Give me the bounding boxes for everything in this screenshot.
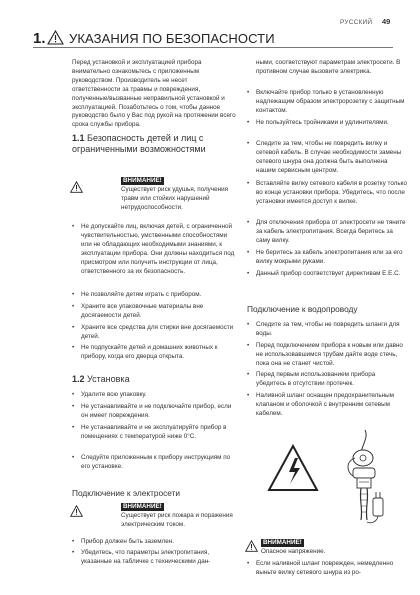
warning-icon bbox=[70, 505, 83, 517]
list-item: • Не беритесь за кабель электропитания или за его вилку мокрыми руками. bbox=[247, 249, 407, 267]
section-number: 1. bbox=[33, 30, 46, 47]
subsection-heading-water: Подключение к водопроводу bbox=[247, 304, 358, 314]
list-item: • Не подпускайте детей и домашних животных к прибору, когда его дверца открыта. bbox=[72, 344, 237, 362]
warning-label: ВНИМАНИЕ! bbox=[123, 177, 162, 184]
list-item: • Не позволяйте детям играть с прибором. bbox=[72, 291, 237, 300]
list-item: • Наливной шланг оснащен предохранительным клапаном и оболочкой с внутренним сетевым кабелем. bbox=[247, 392, 407, 419]
list-item: • Не допускайте лиц, включая детей, с ограниченной чувствительностью, умственными способностями или не обладающих необходимыми знаниями, к эксплуатации прибора. Они должны находиться под присмотром или получить инструкции от лица, ответственного за их безопасность. bbox=[72, 223, 237, 276]
list-item: • Храните все упаковочные материалы вне досягаемости детей. bbox=[72, 303, 237, 321]
inlet-hose-illustration bbox=[265, 428, 395, 528]
warning-icon bbox=[47, 30, 64, 45]
list-item: • Перед первым использованием прибора убедитесь в отсутствии протечек. bbox=[247, 371, 407, 389]
intro-paragraph: Перед установкой и эксплуатацией прибора внимательно ознакомьтесь с приложенным руководством. Производитель не несет ответственности за травмы и повреждения, полученные/вызванные неправильной установкой и эксплуатацией. Позаботьтесь о том, чтобы данное руководство было у Вас под рукой на протяжении всего срока службы прибора. bbox=[72, 59, 236, 129]
section-title: УКАЗАНИЯ ПО БЕЗОПАСНОСТИ bbox=[69, 31, 275, 46]
subsection-heading-children bbox=[72, 133, 237, 155]
subsection-heading-electrical: Подключение к электросети bbox=[72, 488, 181, 498]
list-item: • Вставляйте вилку сетевого кабеля в розетку только во конце установки прибора. Убедитесь, что после установки имеется доступ к вилке. bbox=[247, 180, 407, 207]
continued-paragraph: ными, соответствуют параметрам электросети. В противном случае вызовите электрика. bbox=[256, 59, 401, 75]
subsection-heading-installation bbox=[72, 374, 130, 385]
warning-icon bbox=[70, 181, 83, 193]
subsection-title: Безопасность детей и лиц с ограниченными возможностями bbox=[72, 133, 206, 154]
subsection-title: Установка bbox=[87, 374, 130, 384]
list-item: • Если наливной шланг поврежден, немедленно выньте вилку сетевого шнура из ро- bbox=[247, 560, 407, 578]
warning-icon bbox=[245, 540, 258, 552]
warning-label: ВНИМАНИЕ! bbox=[123, 503, 162, 510]
subsection-number: 1.2 bbox=[72, 374, 85, 384]
warning-label: ВНИМАНИЕ! bbox=[263, 539, 302, 546]
list-item: • Убедитесь, что параметры электропитания, указанные на табличке с техническими дан- bbox=[72, 549, 237, 567]
warning-text: Существует риск удушья, получения травм или стойких нарушений нетрудоспособности. bbox=[121, 186, 229, 211]
list-item: • Не устанавливайте и не подключайте прибор, если он имеет повреждения. bbox=[72, 403, 237, 421]
list-item: • Следите за тем, чтобы не повредить вилку и сетевой кабель. В случае необходимости замены сетевого шнура она должна быть выполнена нашим сервисным центром. bbox=[247, 140, 407, 176]
list-item: • Не устанавливайте и не эксплуатируйте прибор в помещениях с температурой ниже 0°C. bbox=[72, 424, 237, 442]
list-item: • Не пользуйтесь тройниками и удлинителями. bbox=[247, 119, 407, 128]
list-item: • Включайте прибор только в установленную надлежащим образом электророзетку с защитным контактом. bbox=[247, 89, 407, 116]
list-item: • Данный прибор соответствует директивам E.E.C. bbox=[247, 270, 407, 279]
list-item: • Прибор должен быть заземлен. bbox=[72, 538, 237, 547]
subsection-number: 1.1 bbox=[72, 133, 85, 143]
header-language: РУССКИЙ bbox=[340, 19, 373, 26]
page-number: 49 bbox=[382, 17, 391, 26]
list-item: • Перед подключением прибора к новым или давно не использовавшимся трубам дайте воде стечь, пока она не станет чистой. bbox=[247, 342, 407, 369]
list-item: • Для отключения прибора от электросети не тяните за кабель электропитания. Всегда беритесь за саму вилку. bbox=[247, 219, 407, 246]
warning-text: Опасное напряжение. bbox=[261, 548, 326, 555]
section-divider bbox=[33, 47, 393, 48]
list-item: • Следуйте приложенным к прибору инструкциям по его установке. bbox=[72, 454, 237, 472]
warning-text: Существует риск пожара и поражения электрическим током. bbox=[121, 512, 233, 528]
list-item: • Следите за тем, чтобы не повредить шланги для воды. bbox=[247, 321, 407, 339]
list-item: • Храните все средства для стирки вне досягаемости детей. bbox=[72, 324, 237, 342]
list-item: • Удалите всю упаковку. bbox=[72, 391, 237, 400]
